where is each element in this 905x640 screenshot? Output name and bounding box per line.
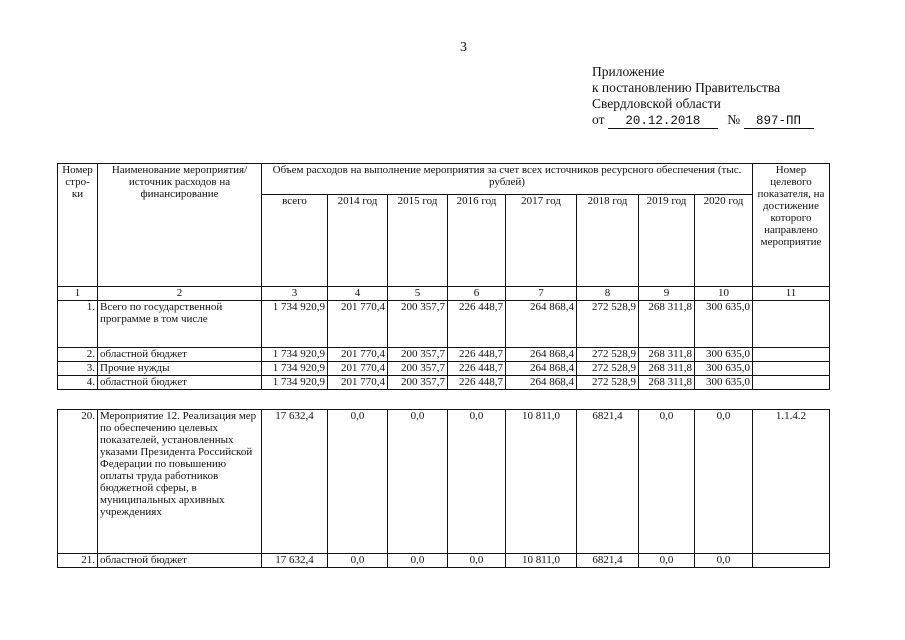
column-index: 1 (58, 287, 98, 301)
row-name: областной бюджет (98, 348, 262, 362)
value-cell: 272 528,9 (577, 301, 639, 348)
value-cell: 0,0 (328, 554, 388, 568)
row-name: Всего по государственной программе в том числе (98, 301, 262, 348)
table-row (58, 376, 830, 390)
value-cell: 1 734 920,9 (262, 362, 328, 376)
value-cell: 201 770,4 (328, 376, 388, 390)
value-cell: 201 770,4 (328, 362, 388, 376)
header-row-number: Номер стро-ки (58, 164, 98, 287)
expenses-table-bottom (57, 409, 830, 568)
header-name: Наименование мероприятия/ источник расходов на финансирование (98, 164, 262, 287)
value-cell: 6821,4 (577, 410, 639, 554)
value-cell: 268 311,8 (639, 376, 695, 390)
row-name: Мероприятие 12. Реализация мер по обеспечению целевых показателей, установленных указами Президента Российской Федерации по повышению оплаты труда работников бюджетной сферы, в муниципальных архивных учреждениях (98, 410, 262, 554)
value-cell: 264 868,4 (506, 376, 577, 390)
row-number: 21. (58, 554, 98, 568)
target-cell: 1.1.4.2 (753, 410, 830, 554)
target-cell (753, 376, 830, 390)
row-number: 4. (58, 376, 98, 390)
expenses-table-top (57, 163, 830, 390)
header-year: 2017 год (506, 195, 577, 287)
table-row (58, 554, 830, 568)
target-cell (753, 301, 830, 348)
value-cell: 0,0 (448, 554, 506, 568)
column-index: 11 (753, 287, 830, 301)
value-cell: 0,0 (328, 410, 388, 554)
header-volume: Объем расходов на выполнение мероприятия за счет всех источников ресурсного обеспечения (тыс. рублей) (262, 164, 753, 195)
annex-block (592, 64, 814, 129)
column-index: 7 (506, 287, 577, 301)
annex-title: Приложение (592, 64, 665, 79)
value-cell: 226 448,7 (448, 376, 506, 390)
target-cell (753, 362, 830, 376)
value-cell: 200 357,7 (388, 301, 448, 348)
row-number: 3. (58, 362, 98, 376)
value-cell: 0,0 (639, 410, 695, 554)
value-cell: 264 868,4 (506, 362, 577, 376)
column-index: 6 (448, 287, 506, 301)
table-row (58, 362, 830, 376)
header-year: 2020 год (695, 195, 753, 287)
value-cell: 300 635,0 (695, 301, 753, 348)
value-cell: 201 770,4 (328, 301, 388, 348)
value-cell: 0,0 (388, 554, 448, 568)
row-name: областной бюджет (98, 554, 262, 568)
value-cell: 272 528,9 (577, 348, 639, 362)
column-index: 2 (98, 287, 262, 301)
value-cell: 272 528,9 (577, 376, 639, 390)
row-name: Прочие нужды (98, 362, 262, 376)
value-cell: 300 635,0 (695, 348, 753, 362)
header-year: 2019 год (639, 195, 695, 287)
row-number: 2. (58, 348, 98, 362)
value-cell: 1 734 920,9 (262, 376, 328, 390)
value-cell: 0,0 (695, 554, 753, 568)
annex-line2: к постановлению Правительства (592, 80, 781, 95)
value-cell: 226 448,7 (448, 362, 506, 376)
number-label: № (727, 112, 741, 127)
value-cell: 17 632,4 (262, 410, 328, 554)
value-cell: 200 357,7 (388, 362, 448, 376)
row-number: 1. (58, 301, 98, 348)
value-cell: 300 635,0 (695, 376, 753, 390)
column-index: 9 (639, 287, 695, 301)
table-row (58, 410, 830, 554)
header-target: Номер целевого показателя, на достижение которого направлено мероприятие (753, 164, 830, 287)
header-year: всего (262, 195, 328, 287)
from-label: от (592, 112, 605, 127)
value-cell: 226 448,7 (448, 348, 506, 362)
decree-date: 20.12.2018 (608, 114, 718, 129)
table-row (58, 301, 830, 348)
value-cell: 10 811,0 (506, 554, 577, 568)
target-cell (753, 554, 830, 568)
value-cell: 264 868,4 (506, 348, 577, 362)
header-year: 2014 год (328, 195, 388, 287)
value-cell: 268 311,8 (639, 362, 695, 376)
column-index: 5 (388, 287, 448, 301)
value-cell: 1 734 920,9 (262, 348, 328, 362)
index-row (58, 287, 830, 301)
value-cell: 201 770,4 (328, 348, 388, 362)
value-cell: 17 632,4 (262, 554, 328, 568)
column-index: 4 (328, 287, 388, 301)
header-year: 2015 год (388, 195, 448, 287)
value-cell: 0,0 (695, 410, 753, 554)
value-cell: 10 811,0 (506, 410, 577, 554)
value-cell: 226 448,7 (448, 301, 506, 348)
header-year: 2016 год (448, 195, 506, 287)
value-cell: 264 868,4 (506, 301, 577, 348)
header-row (58, 164, 830, 195)
decree-number: 897-ПП (744, 114, 814, 129)
annex-line3: Свердловской области (592, 96, 721, 111)
column-index: 8 (577, 287, 639, 301)
column-index: 10 (695, 287, 753, 301)
value-cell: 1 734 920,9 (262, 301, 328, 348)
value-cell: 0,0 (639, 554, 695, 568)
value-cell: 0,0 (448, 410, 506, 554)
value-cell: 0,0 (388, 410, 448, 554)
page-number: 3 (460, 40, 467, 55)
value-cell: 272 528,9 (577, 362, 639, 376)
table-row (58, 348, 830, 362)
value-cell: 200 357,7 (388, 348, 448, 362)
column-index: 3 (262, 287, 328, 301)
value-cell: 6821,4 (577, 554, 639, 568)
annex-date-line (592, 112, 814, 129)
header-year: 2018 год (577, 195, 639, 287)
value-cell: 268 311,8 (639, 301, 695, 348)
value-cell: 200 357,7 (388, 376, 448, 390)
target-cell (753, 348, 830, 362)
value-cell: 268 311,8 (639, 348, 695, 362)
row-number: 20. (58, 410, 98, 554)
row-name: областной бюджет (98, 376, 262, 390)
value-cell: 300 635,0 (695, 362, 753, 376)
